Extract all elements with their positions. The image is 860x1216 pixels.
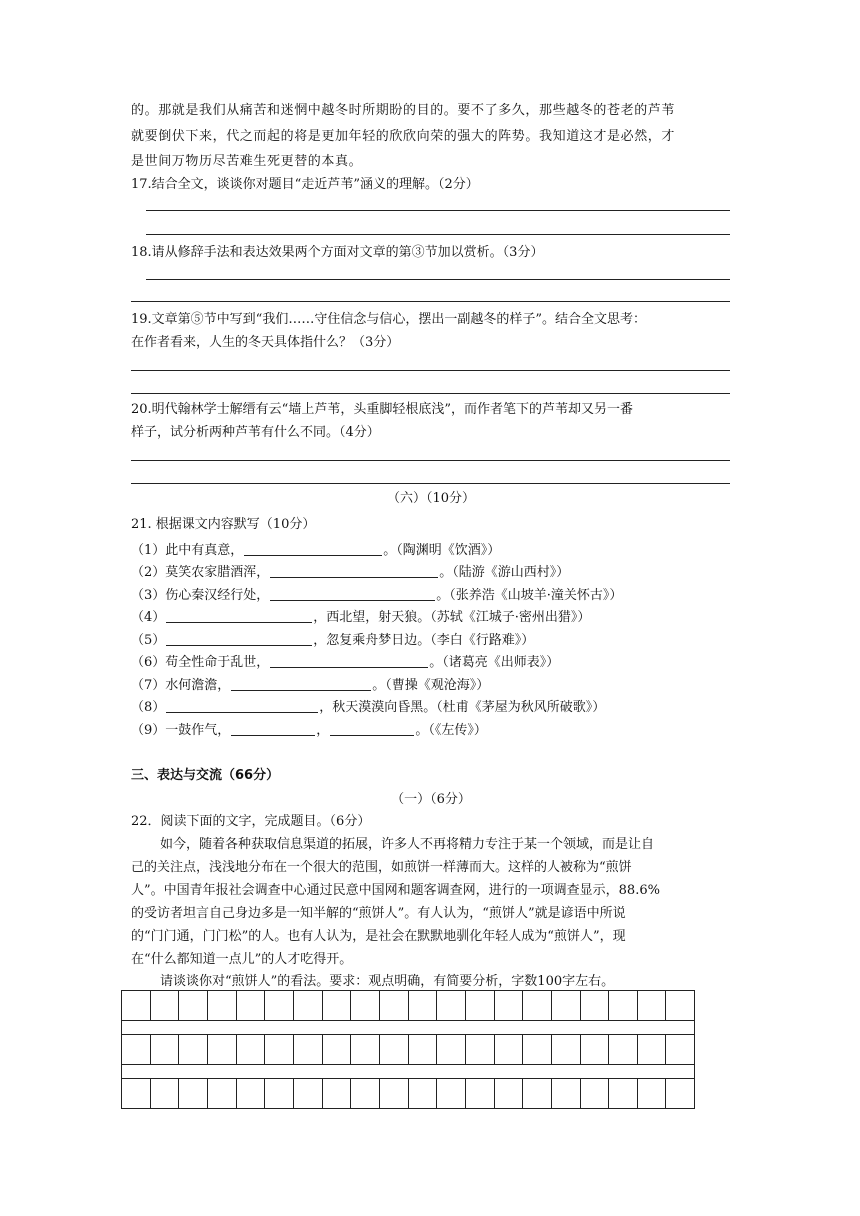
answer-line[interactable] [131,301,730,302]
question-20-line-2: 样子，试分析两种芦苇有什么不同。（4分） [131,425,380,440]
section-six-heading: （六）（10分） [386,491,476,506]
poem-source: 。（诸葛亮《出师表》） [429,655,560,670]
intro-line-2: 就要倒伏下来，代之而起的将是更加年轻的欣欣向荣的强大的阵势。我知道这才是必然，才 [131,129,676,144]
fill-blank[interactable] [330,722,414,736]
answer-line[interactable] [131,393,730,394]
poem-source: ，西北望，射天狼。（苏轼《江城子·密州出猎》） [313,610,591,625]
dictation-item-7 [131,676,731,696]
grid-spacer [121,1020,695,1034]
poem-source: ，秋天漠漠向昏黑。（杜甫《茅屋为秋风所破歌》） [319,700,606,715]
part-three-heading: 三、表达与交流（66分） [131,768,280,783]
grid-row[interactable] [121,1034,695,1064]
grid-row[interactable] [121,990,695,1020]
poem-line: 此中有真意， [165,543,244,558]
question-19-line-1: 19.文章第⑤节中写到“我们……守住信念与信心，摆出一副越冬的样子”。结合全文思考： [131,312,646,327]
dictation-item-2 [131,563,731,583]
question-17: 17.结合全文，谈谈你对题目“走近芦苇”涵义的理解。（2分） [131,177,479,192]
question-19-line-2: 在作者看来，人生的冬天具体指什么？（3分） [131,335,400,350]
answer-line[interactable] [146,210,730,211]
answer-line[interactable] [131,370,730,371]
passage-line-6: 在“什么都知道一点儿”的人才吃得开。 [131,952,353,967]
item-number: （2） [131,565,166,580]
question-22-title: 22．阅读下面的文字，完成题目。（6分） [131,814,371,829]
poem-line: 苟全性命于乱世， [165,655,270,670]
fill-blank[interactable] [166,699,318,713]
fill-blank[interactable] [270,564,438,578]
answer-line[interactable] [131,483,730,484]
writing-grid[interactable] [121,990,695,1109]
poem-source: ，忽复乘舟梦日边。（李白《行路难》） [313,633,535,648]
item-number: （8） [131,700,166,715]
item-number: （4） [131,610,166,625]
grid-row[interactable] [121,1078,695,1109]
question-20-line-1: 20.明代翰林学士解缙有云“墙上芦苇，头重脚轻根底浅”，而作者笔下的芦苇却又另一番 [131,402,633,417]
passage-line-4: 的受访者坦言自己身边多是一知半解的“煎饼人”。有人认为，“煎饼人”就是谚语中所说 [131,906,626,921]
intro-line-1: 的。那就是我们从痛苦和迷惘中越冬时所期盼的目的。要不了多久，那些越冬的苍老的芦苇 [131,103,676,118]
answer-line[interactable] [131,460,730,461]
passage-line-2: 己的关注点，浅浅地分布在一个很大的范围，如煎饼一样薄而大。这样的人被称为“煎饼 [131,860,632,875]
item-number: （7） [131,678,166,693]
dictation-item-1 [131,541,731,561]
poem-line: 莫笑农家腊酒浑， [165,565,270,580]
poem-source: 。（陆游《游山西村》） [439,565,570,580]
poem-source: 。（陶渊明《饮酒》） [383,543,501,558]
passage-line-5: 的“门门通，门门松”的人。也有人认为，是社会在默默地驯化年轻人成为“煎饼人”，现 [131,929,626,944]
dictation-item-6 [131,653,731,673]
poem-line: 伤心秦汉经行处， [165,588,270,603]
section-one-heading: （一）（6分） [391,792,471,807]
poem-source: 。（曹操《观沧海》） [372,678,490,693]
item-number: （3） [131,588,166,603]
passage-line-3: 人”。中国青年报社会调查中心通过民意中国网和题客调查网，进行的一项调查显示，88.6% [131,883,660,898]
item-number: （9） [131,723,166,738]
fill-blank[interactable] [270,587,435,601]
fill-blank[interactable] [244,542,382,556]
poem-source: 。（张养浩《山坡羊·潼关怀古》） [436,588,623,603]
item-number: （1） [131,543,166,558]
dictation-item-3 [131,586,731,606]
answer-line[interactable] [146,279,730,280]
writing-task: 请谈谈你对“煎饼人”的看法。要求：观点明确，有简要分析，字数100字左右。 [160,974,615,989]
question-21-title: 21. 根据课文内容默写（10分） [131,517,316,532]
fill-blank[interactable] [231,722,315,736]
item-number: （5） [131,633,166,648]
dictation-item-4 [131,608,731,628]
passage-line-1: 如今，随着各种获取信息渠道的拓展，许多人不再将精力专注于某一个领域，而是让自 [160,837,655,852]
fill-blank[interactable] [270,654,428,668]
dictation-item-9 [131,721,731,741]
fill-blank[interactable] [166,609,312,623]
fill-blank[interactable] [166,632,312,646]
intro-line-3: 是世间万物历尽苦难生死更替的本真。 [131,154,363,169]
poem-punctuation: ， [316,723,330,738]
item-number: （6） [131,655,166,670]
fill-blank[interactable] [231,677,371,691]
poem-line: 水何澹澹， [165,678,231,693]
question-18: 18.请从修辞手法和表达效果两个方面对文章的第③节加以赏析。（3分） [131,245,544,260]
grid-spacer [121,1064,695,1078]
poem-source: 。（《左传》） [415,723,487,738]
dictation-item-8 [131,698,731,718]
poem-line: 一鼓作气， [165,723,231,738]
dictation-item-5 [131,631,731,651]
answer-line[interactable] [146,234,730,235]
